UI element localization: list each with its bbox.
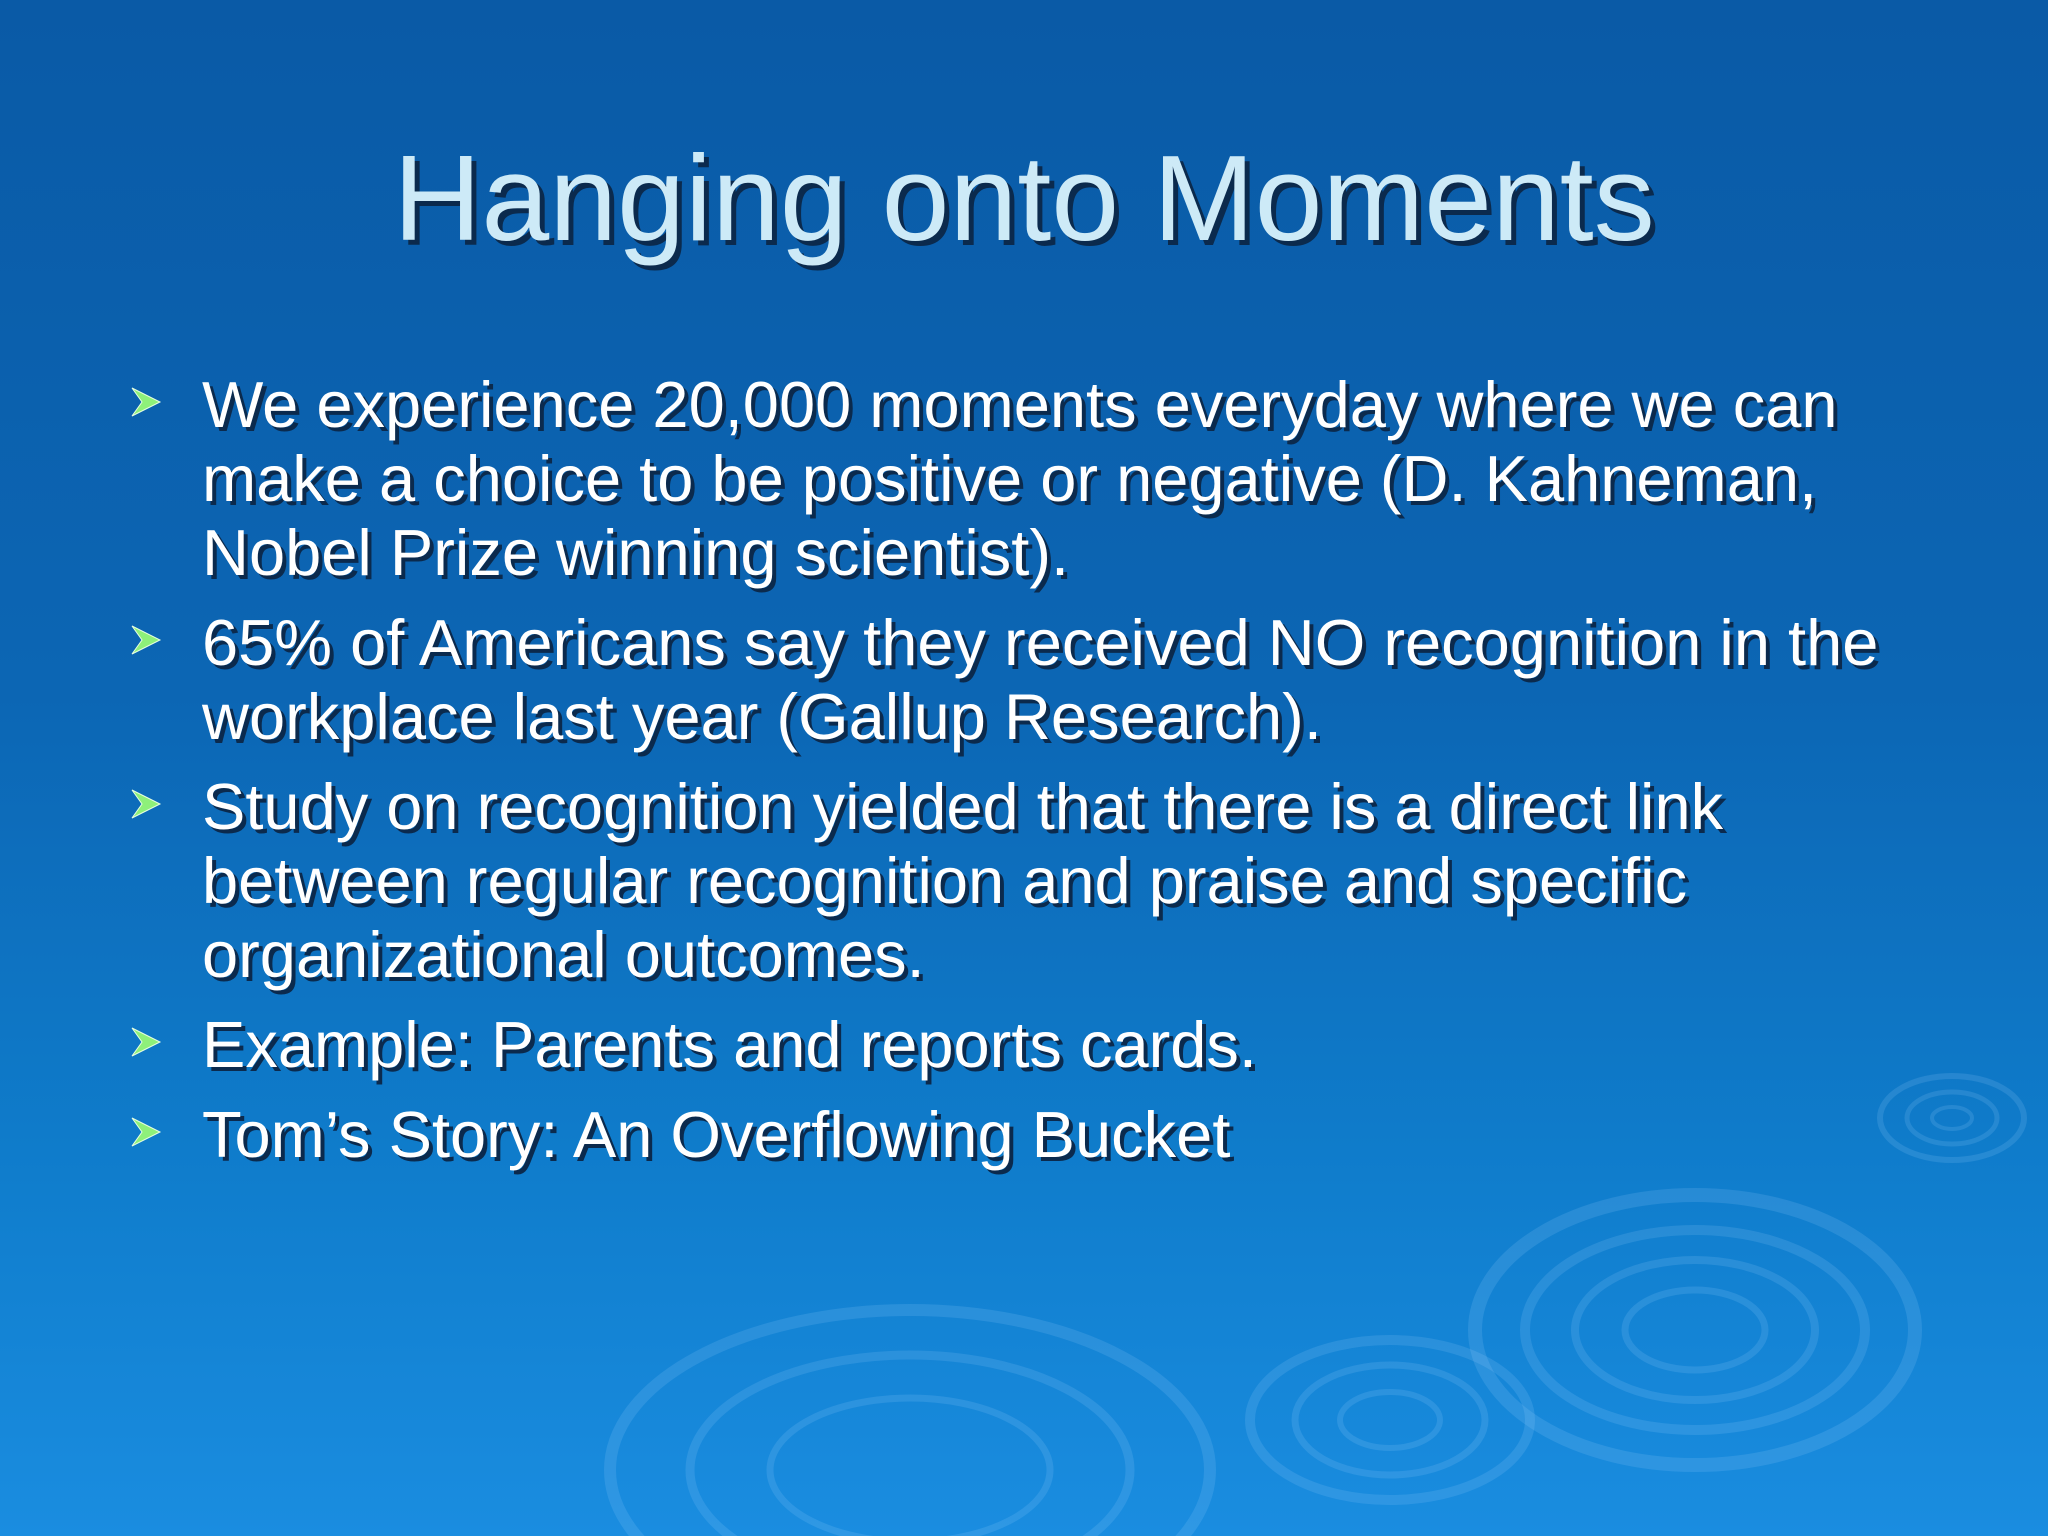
arrowhead-bullet-icon [130, 624, 162, 656]
bullet-item [120, 368, 1950, 590]
bullet-item [120, 1098, 1950, 1172]
bullet-item [120, 1008, 1950, 1082]
arrowhead-bullet-icon [130, 1116, 162, 1148]
arrowhead-bullet-icon [130, 788, 162, 820]
bullet-text: Tom’s Story: An Overflowing Bucket [202, 1098, 1231, 1171]
bullet-text: 65% of Americans say they received NO recognition in the workplace last year (Gallup Research). [202, 606, 1879, 753]
bullet-text: We experience 20,000 moments everyday where we can make a choice to be positive or negative (D. Kahneman, Nobel Prize winning scientist). [202, 368, 1838, 589]
bullet-item [120, 606, 1950, 754]
bullet-text: Study on recognition yielded that there is a direct link between regular recognition and praise and specific organizational outcomes. [202, 770, 1724, 991]
arrowhead-bullet-icon [130, 1026, 162, 1058]
bullet-text: Example: Parents and reports cards. [202, 1008, 1257, 1081]
slide-title: Hanging onto Moments [393, 130, 1655, 266]
arrowhead-bullet-icon [130, 386, 162, 418]
bullet-list [120, 368, 1950, 1188]
bullet-item [120, 770, 1950, 992]
